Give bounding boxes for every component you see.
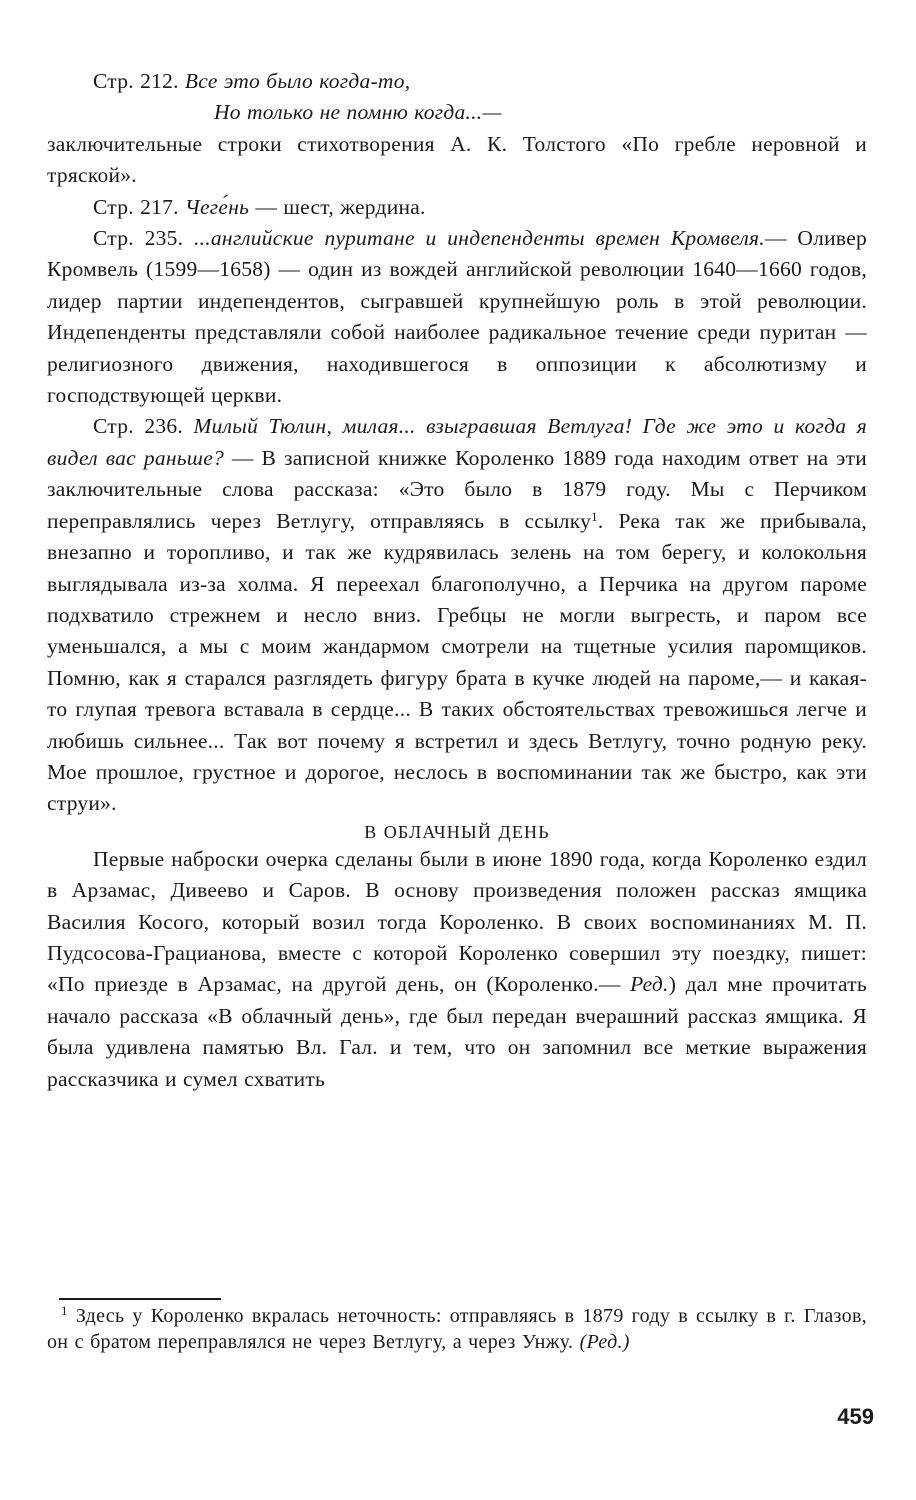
note-explanation: — Оливер Кромвель (1599—1658) — один из вождей английской революции 1640—1660 годов, лидер партии индепендентов, сыгравшей крупнейшую роль в этой революции. Индепенденты представляли собой наиболее радикальное течение среди пуритан — религиозного движения, находившегося в оппозиции к абсолютизму и господствующей церкви. xyxy=(47,226,867,408)
footnote-number: 1 xyxy=(61,1303,68,1318)
footnote xyxy=(47,1304,867,1355)
quoted-phrase: Милый Тюлин, милая... взыгравшая Ветлуга! Где же это и когда я видел вас раньше? xyxy=(47,414,867,470)
note-explanation: — В записной книжке Короленко 1889 года находим ответ на эти заключительные слова рассказа: «Это было в 1879 году. Мы с Перчиком переправлялись через Ветлугу, отправляясь в ссылку xyxy=(47,445,868,533)
page-number: 459 xyxy=(837,1404,874,1429)
term-definition: — шест, жердина. xyxy=(249,194,426,219)
editor-mark: (Ред.) xyxy=(579,1330,630,1353)
footnote-marker: 1 xyxy=(591,508,598,524)
section-heading: В ОБЛАЧНЫЙ ДЕНЬ xyxy=(364,821,550,842)
note-page-212 xyxy=(47,66,867,129)
note-page-212-explanation: заключительные строки стихотворения А. К. Толстого «По гребле неровной и тряской». xyxy=(47,131,867,188)
page-reference: Стр. 235. xyxy=(93,226,195,251)
quoted-phrase: ...английские пуритане и индепенденты времен Кромвеля. xyxy=(194,226,765,251)
editor-mark: Ред. xyxy=(630,972,669,997)
commentary-text xyxy=(47,66,867,1095)
footnote-divider xyxy=(59,1298,221,1300)
verse-line-1: Все это было когда-то, xyxy=(184,69,411,93)
section-paragraph: Первые наброски очерка сделаны были в июне 1890 года, когда Короленко ездил в Арзамас, Дивеево и Саров. В основу произведения положен рассказ ямщика Василия Косого, который возил тогда Короленко. В своих воспоминаниях М. П. Пудсосова-Грацианова, вместе с которой Короленко совершил эту поездку, пишет: «По приезде в Арзамас, на другой день, он (Короленко.— Ред.) дал мне прочитать начало рассказа «В облачный день», где был передан вчерашний рассказ ямщика. Я была удивлена памятью Вл. Гал. и тем, что он запомнил все меткие выражения рассказчика и сумел схватить xyxy=(47,846,867,1091)
note-page-236 xyxy=(47,411,867,819)
footnote-text: Здесь у Короленко вкралась неточность: отправляясь в 1879 году в ссылку в г. Глазов, он с братом переправлялся не через Ветлугу, а через Унжу. xyxy=(47,1305,867,1353)
note-page-235 xyxy=(47,223,867,411)
glossed-term: Чеге́нь xyxy=(184,194,250,219)
page-reference: Стр. 217. xyxy=(93,194,185,219)
note-explanation-continued: . Река так же прибывала, внезапно и торопливо, и так же кудрявилась зелень на том берегу, и колокольня выглядывала из-за холма. Я переехал благополучно, а Перчика на другом пароме подхватило стрежнем и несло вниз. Гребцы не могли выгресть, и паром все уменьшался, а мы с моим жандармом смотрели на тщетные усилия паромщиков. Помню, как я старался разглядеть фигуру брата в кучке людей на пароме,— и какая-то глупая тревога вставала в сердце... В таких обстоятельствах тревожишься легче и любишь сильнее... Так вот почему я встретил и здесь Ветлугу, точно родную реку. Мое прошлое, грустное и дорогое, неслось в воспоминании так же быстро, как эти струи». xyxy=(47,508,867,816)
page-reference: Стр. 212. xyxy=(93,69,185,93)
page-reference: Стр. 236. xyxy=(93,414,194,439)
verse-line-2: Но только не помню когда...— xyxy=(214,100,502,125)
note-page-217 xyxy=(47,192,867,223)
